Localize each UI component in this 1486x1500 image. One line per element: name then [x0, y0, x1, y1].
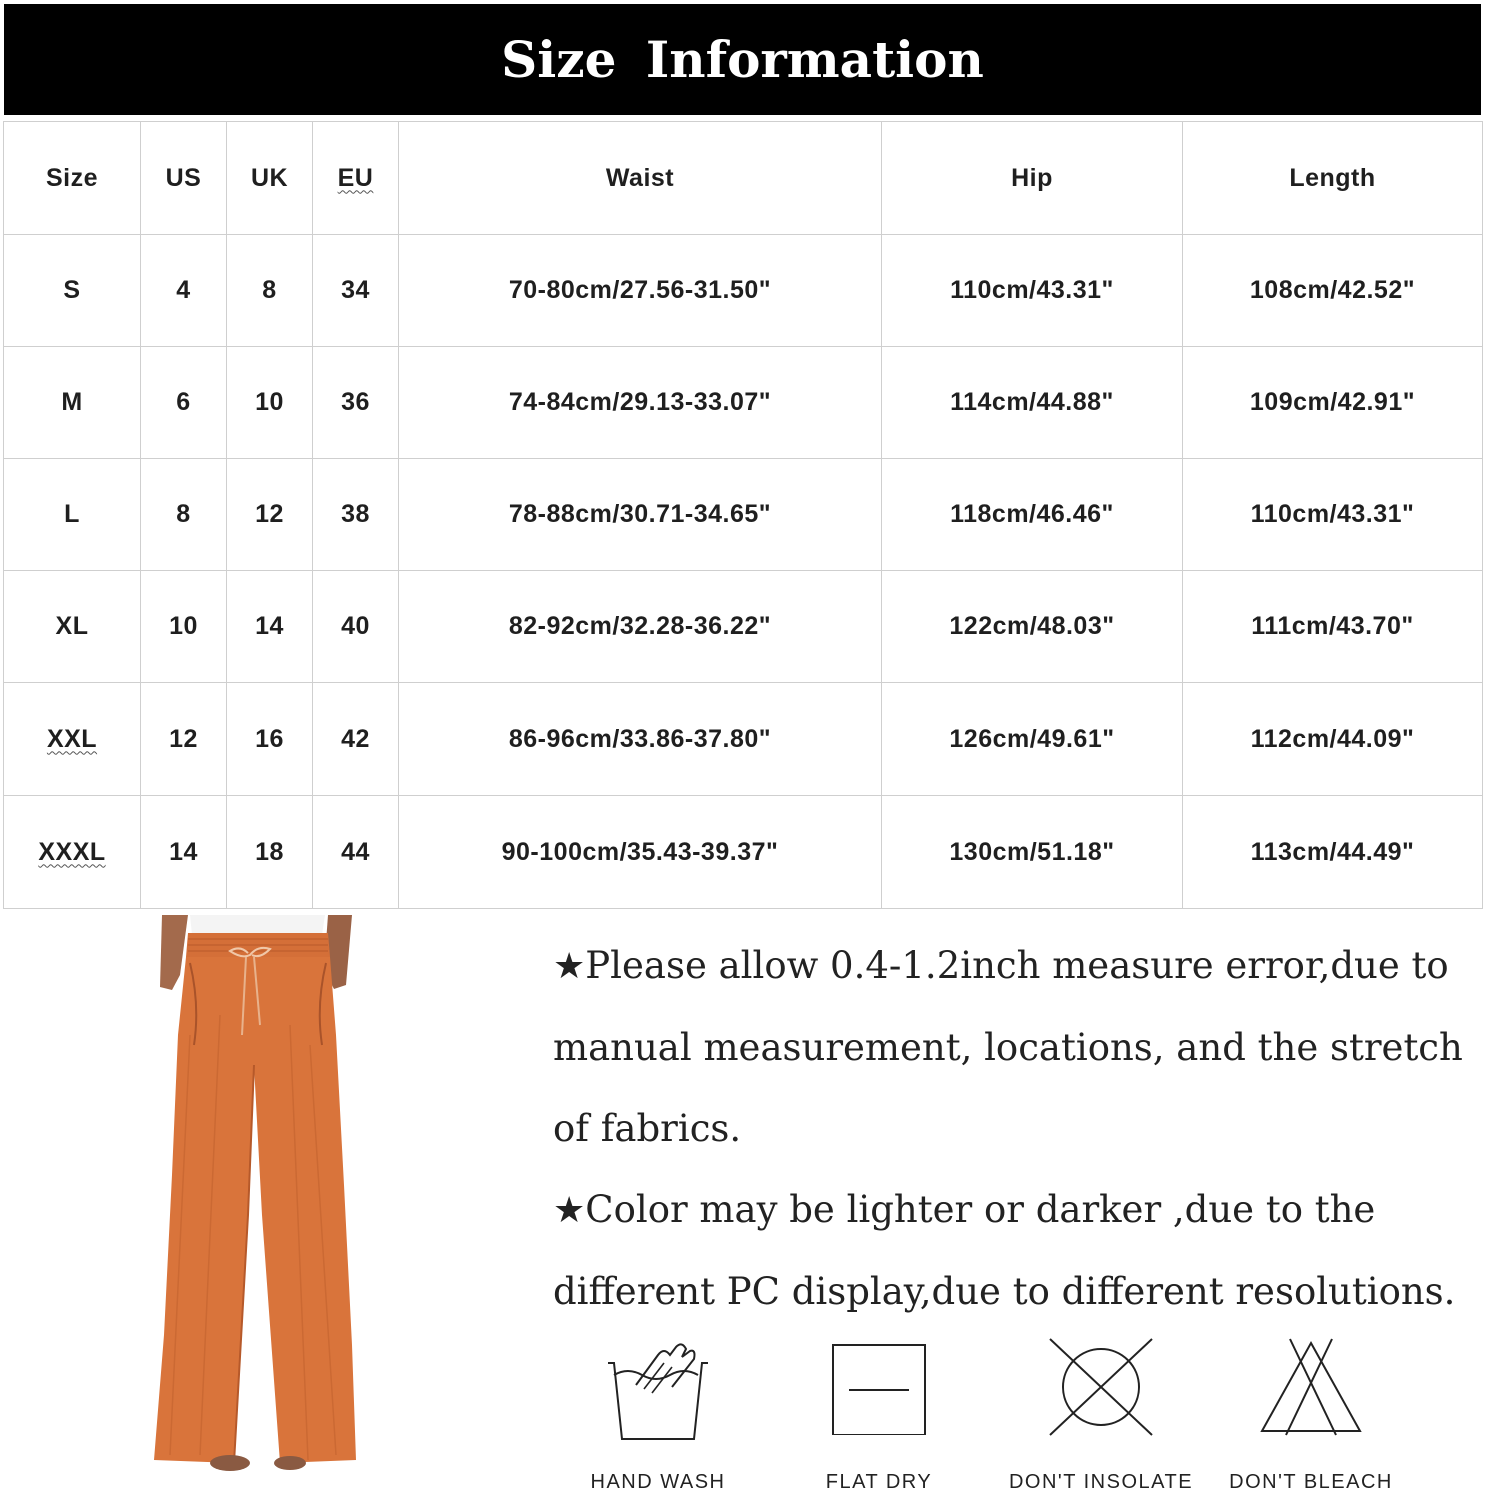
table-row: [4, 796, 1483, 909]
cell-eu: 38: [313, 459, 399, 571]
cell-eu: 40: [313, 571, 399, 683]
cell-us: 8: [141, 459, 227, 571]
notes-section: [553, 925, 1473, 1332]
cell-eu: 44: [313, 796, 399, 909]
cell-us: 6: [141, 347, 227, 459]
table-row: [4, 235, 1483, 347]
table-row: [4, 347, 1483, 459]
cell-waist: 82-92cm/32.28-36.22": [399, 571, 882, 683]
note-color: ★Color may be lighter or darker ,due to the different PC display,due to different resolutions.: [553, 1188, 1456, 1313]
care-flat-dry: FLAT DRY: [774, 1335, 984, 1500]
cell-length: 112cm/44.09": [1183, 683, 1483, 796]
no-bleach-icon: [1256, 1335, 1366, 1440]
no-sun-icon: [1046, 1335, 1156, 1440]
cell-length: 109cm/42.91": [1183, 347, 1483, 459]
star-icon: ★: [553, 1190, 586, 1231]
cell-uk: 8: [227, 235, 313, 347]
cell-eu: 42: [313, 683, 399, 796]
cell-waist: 86-96cm/33.86-37.80": [399, 683, 882, 796]
size-chart-table: [3, 121, 1483, 909]
cell-hip: 126cm/49.61": [882, 683, 1183, 796]
page-title: Size Information: [4, 4, 1481, 115]
cell-us: 10: [141, 571, 227, 683]
care-hand-wash: HAND WASH: [553, 1335, 763, 1500]
cell-length: 113cm/44.49": [1183, 796, 1483, 909]
cell-size: XXL: [46, 724, 98, 753]
cell-size: S: [4, 235, 141, 347]
cell-uk: 14: [227, 571, 313, 683]
cell-length: 111cm/43.70": [1183, 571, 1483, 683]
header-us: US: [141, 122, 227, 235]
header-eu: EU: [337, 163, 374, 192]
cell-size: L: [4, 459, 141, 571]
cell-length: 108cm/42.52": [1183, 235, 1483, 347]
cell-uk: 16: [227, 683, 313, 796]
cell-size: M: [4, 347, 141, 459]
table-row: [4, 571, 1483, 683]
cell-length: 110cm/43.31": [1183, 459, 1483, 571]
cell-hip: 130cm/51.18": [882, 796, 1183, 909]
cell-us: 4: [141, 235, 227, 347]
cell-waist: 78-88cm/30.71-34.65": [399, 459, 882, 571]
product-image: [130, 915, 370, 1485]
star-icon: ★: [553, 946, 586, 987]
cell-hip: 114cm/44.88": [882, 347, 1183, 459]
cell-waist: 70-80cm/27.56-31.50": [399, 235, 882, 347]
header-length: Length: [1183, 122, 1483, 235]
cell-uk: 10: [227, 347, 313, 459]
cell-uk: 18: [227, 796, 313, 909]
table-row: [4, 683, 1483, 796]
cell-hip: 110cm/43.31": [882, 235, 1183, 347]
header-uk: UK: [227, 122, 313, 235]
cell-hip: 122cm/48.03": [882, 571, 1183, 683]
hand-wash-icon: [598, 1335, 718, 1445]
cell-size: XXXL: [38, 837, 106, 866]
cell-uk: 12: [227, 459, 313, 571]
flat-dry-icon: [829, 1335, 929, 1435]
cell-hip: 118cm/46.46": [882, 459, 1183, 571]
care-dont-bleach: DON'T BLEACH: [1206, 1335, 1416, 1500]
cell-eu: 34: [313, 235, 399, 347]
header-waist: Waist: [399, 122, 882, 235]
cell-eu: 36: [313, 347, 399, 459]
note-measure-error: ★Please allow 0.4-1.2inch measure error,due to manual measurement, locations, and the stretch of fabrics.: [553, 944, 1463, 1150]
cell-us: 14: [141, 796, 227, 909]
table-header-row: [4, 122, 1483, 235]
cell-size: XL: [4, 571, 141, 683]
cell-us: 12: [141, 683, 227, 796]
cell-waist: 90-100cm/35.43-39.37": [399, 796, 882, 909]
cell-waist: 74-84cm/29.13-33.07": [399, 347, 882, 459]
header-hip: Hip: [882, 122, 1183, 235]
header-size: Size: [4, 122, 141, 235]
care-dont-insolate: DON'T INSOLATE: [996, 1335, 1206, 1500]
table-row: [4, 459, 1483, 571]
